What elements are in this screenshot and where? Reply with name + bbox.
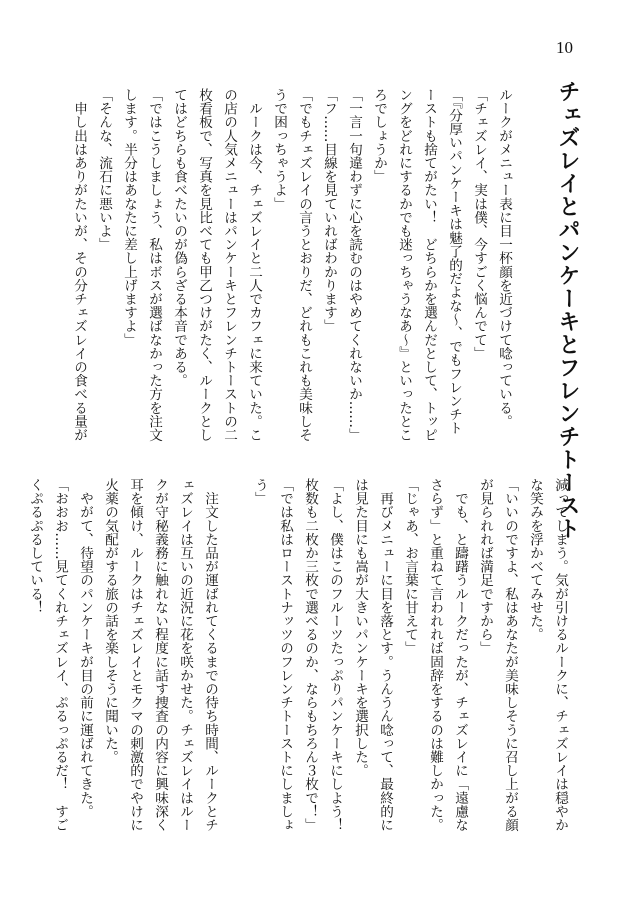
text-line: 「でもチェズレイの言うとおりだ、どれもこれも美味しそ bbox=[296, 88, 312, 442]
text-line: 「そんな、流石に悪いよ」 bbox=[96, 88, 112, 252]
text-line: 「おおお……見てくれチェズレイ、ぷるっぷるだ！ すご bbox=[52, 478, 68, 832]
text-line: ルークがメニュー表に目一杯顔を近づけて唸っている。 bbox=[496, 88, 512, 428]
text-line: が見られれば満足ですから」 bbox=[477, 478, 493, 655]
text-line: 火薬の気配がする旅の話を楽しそうに聞いた。 bbox=[102, 478, 118, 764]
text-line bbox=[222, 478, 247, 838]
text-line: でも、と躊躇うルークだったが、チェズレイに「遠慮な bbox=[452, 478, 468, 832]
text-line: てはどちらも食べたいのが偽らざる本音である。 bbox=[171, 88, 187, 388]
text-line: う」 bbox=[252, 478, 268, 506]
text-line: 枚看板で、写真を見比べても甲乙つけがたく、ルークとし bbox=[196, 88, 212, 442]
text-line: さらず」と重ねて言われれば固辞をするのは難しかった。 bbox=[427, 478, 443, 832]
text-line: ングをどれにするかでも迷っちゃうなあ〜』といったとこ bbox=[396, 88, 412, 442]
text-line: な笑みを浮かべてみせた。 bbox=[527, 478, 543, 642]
text-line: 枚数も二枚か三枚で選べるのか、ならもちろん３枚で！」 bbox=[302, 478, 318, 832]
upper-text-block bbox=[66, 88, 516, 448]
text-line: クが守秘義務に触れない程度に話す捜査の内容に興味深く bbox=[152, 478, 168, 832]
text-line: 「一言一句違わずに心を読むのはやめてくれないか……」 bbox=[346, 88, 362, 442]
chapter-title: チェズレイとパンケーキとフレンチトースト bbox=[555, 80, 581, 540]
text-line: 注文した品が運ばれてくるまでの待ち時間、ルークとチ bbox=[202, 478, 218, 832]
text-line: ろでしょうか」 bbox=[371, 88, 387, 184]
text-line: くぷるぷるしている！ bbox=[27, 478, 43, 614]
text-line: ルークは今、チェズレイと二人でカフェに来ていた。こ bbox=[246, 88, 262, 442]
text-line: 減ってしまう。気が引けるルークに、チェズレイは穏やか bbox=[552, 478, 568, 832]
text-line: やがて、待望のパンケーキが目の前に運ばれてきた。 bbox=[77, 478, 93, 818]
page-number: 10 bbox=[556, 38, 573, 57]
text-line: ーストも捨てがたい！ どちらかを選んだとして、トッピ bbox=[421, 88, 437, 442]
text-line: 「よし、僕はこのフルーツたっぷりパンケーキにしよう！ bbox=[327, 478, 343, 832]
text-line: ェズレイは互いの近況に花を咲かせた。チェズレイはルー bbox=[177, 478, 193, 832]
text-line: うで困っちゃうよ」 bbox=[271, 88, 287, 211]
text-line: 「フ……目線を見ていればわかります」 bbox=[321, 88, 337, 333]
text-line: 申し出はありがたいが、その分チェズレイの食べる量が bbox=[71, 88, 87, 442]
text-line: します。半分はあなたに差し上げますよ」 bbox=[121, 88, 137, 347]
text-line: 「いいのですよ、私はあなたが美味しそうに召し上がる顔 bbox=[502, 478, 518, 832]
text-line: 「チェズレイ、実は僕、今すごく悩んでて」 bbox=[471, 88, 487, 360]
text-line: 「じゃあ、お言葉に甘えて」 bbox=[402, 478, 418, 655]
text-line: は見た目にも嵩が大きいパンケーキを選択した。 bbox=[352, 478, 368, 778]
lower-text-block bbox=[22, 478, 572, 838]
text-line: 「では私はローストナッツのフレンチトーストにしましょ bbox=[277, 478, 293, 832]
text-line: の店の人気メニューはパンケーキとフレンチトーストの二 bbox=[221, 88, 237, 442]
text-line: 耳を傾け、ルークはチェズレイとモクマの刺激的でやけに bbox=[127, 478, 143, 832]
text-line: 「『分厚いパンケーキは魅了的だよな〜、でもフレンチト bbox=[446, 88, 462, 435]
text-line: 再びメニューに目を落とす。うんうん唸って、最終的に bbox=[377, 478, 393, 832]
text-line: 「ではこうしましょう、私はボスが選ばなかった方を注文 bbox=[146, 88, 162, 442]
